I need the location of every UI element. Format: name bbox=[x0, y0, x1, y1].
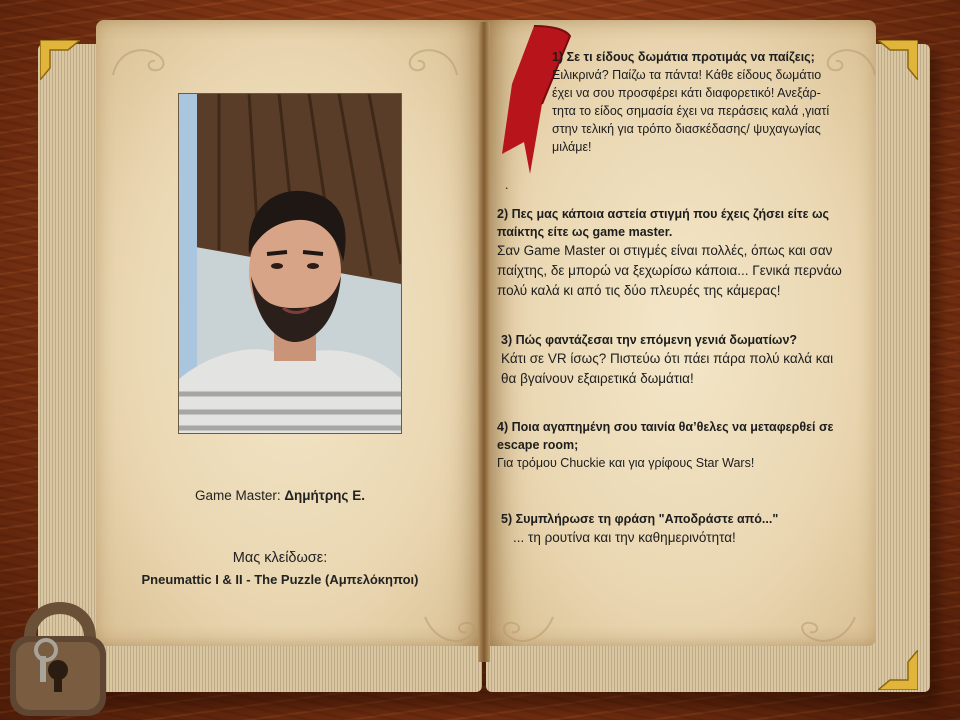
answer-1-line-3: τητα το είδος σημασία έχει να περάσεις καλά ,γιατί bbox=[552, 104, 830, 118]
answer-1-line-5: μιλάμε! bbox=[552, 140, 592, 154]
flourish-ornament-icon bbox=[108, 40, 178, 80]
answer-3-line-1: Κάτι σε VR ίσως? Πιστεύω ότι πάει πάρα πολύ καλά και bbox=[501, 351, 834, 366]
qa-item-5 bbox=[501, 510, 871, 548]
answer-2-line-3: πολύ καλά κι από τις δύο πλευρές της κάμερας! bbox=[497, 283, 781, 298]
gm-name: Δημήτρης Ε. bbox=[284, 488, 365, 503]
game-master-photo bbox=[178, 93, 402, 434]
answer-1-line-4: στην τελική για τρόπο διασκέδασης/ ψυχαγωγίας bbox=[552, 122, 821, 136]
game-master-caption bbox=[98, 488, 462, 503]
corner-ornament-top-left bbox=[40, 40, 80, 80]
question-4-line-2: escape room; bbox=[497, 438, 579, 452]
corner-ornament-top-right bbox=[878, 40, 918, 80]
gm-label: Game Master: bbox=[195, 488, 281, 503]
question-1: 1) Σε τι είδους δωμάτια προτιμάς να παίζεις; bbox=[552, 50, 815, 64]
corner-ornament-bottom-right bbox=[878, 650, 918, 690]
qa-item-2 bbox=[497, 205, 867, 301]
answer-2-line-1: Σαν Game Master οι στιγμές είναι πολλές, όπως και σαν bbox=[497, 243, 833, 258]
answer-4-line-1: Για τρόμου Chuckie και για γρίφους Star Wars! bbox=[497, 456, 755, 470]
qa-item-3 bbox=[501, 331, 871, 389]
locked-label: Μας κλείδωσε: bbox=[232, 550, 328, 566]
question-5: 5) Συμπλήρωσε τη φράση "Αποδράστε από..." bbox=[501, 512, 779, 526]
question-3: 3) Πώς φαντάζεσαι την επόμενη γενιά δωματίων? bbox=[501, 333, 798, 347]
answer-3-line-2: θα βγαίνουν εξαιρετικά δωμάτια! bbox=[501, 371, 694, 386]
qa-item-4 bbox=[497, 418, 867, 472]
book-spine bbox=[478, 22, 490, 662]
answer-1-line-1: Ειλικρινά? Παίζω τα πάντα! Κάθε είδους δωμάτιο bbox=[552, 68, 822, 82]
flourish-ornament-icon bbox=[420, 612, 480, 652]
question-4-line-1: 4) Ποια αγαπημένη σου ταινία θα’θελες να μεταφερθεί σε bbox=[497, 420, 834, 434]
flourish-ornament-icon bbox=[498, 612, 558, 652]
flourish-ornament-icon bbox=[790, 612, 860, 652]
answer-5-line-1: ... τη ρουτίνα και την καθημερινότητα! bbox=[513, 530, 736, 545]
question-2-line-2: παίκτης είτε ως game master. bbox=[497, 225, 673, 239]
flourish-ornament-icon bbox=[402, 40, 462, 80]
padlock-icon bbox=[0, 598, 110, 720]
question-2-line-1: 2) Πες μας κάποια αστεία στιγμή που έχεις ζήσει είτε ως bbox=[497, 207, 830, 221]
room-names: Pneumattic I & II - The Puzzle (Αμπελόκηποι) bbox=[141, 572, 419, 587]
answer-1-line-2: έχει να σου προσφέρει κάτι διαφορετικό! Ανεξάρ- bbox=[552, 86, 821, 100]
answer-2-line-2: παίχτης, δε μπορώ να ξεχωρίσω κάποια... Γενικά περνάω bbox=[497, 263, 842, 278]
qa-item-1 bbox=[552, 48, 872, 156]
stray-dot: . bbox=[505, 178, 509, 192]
